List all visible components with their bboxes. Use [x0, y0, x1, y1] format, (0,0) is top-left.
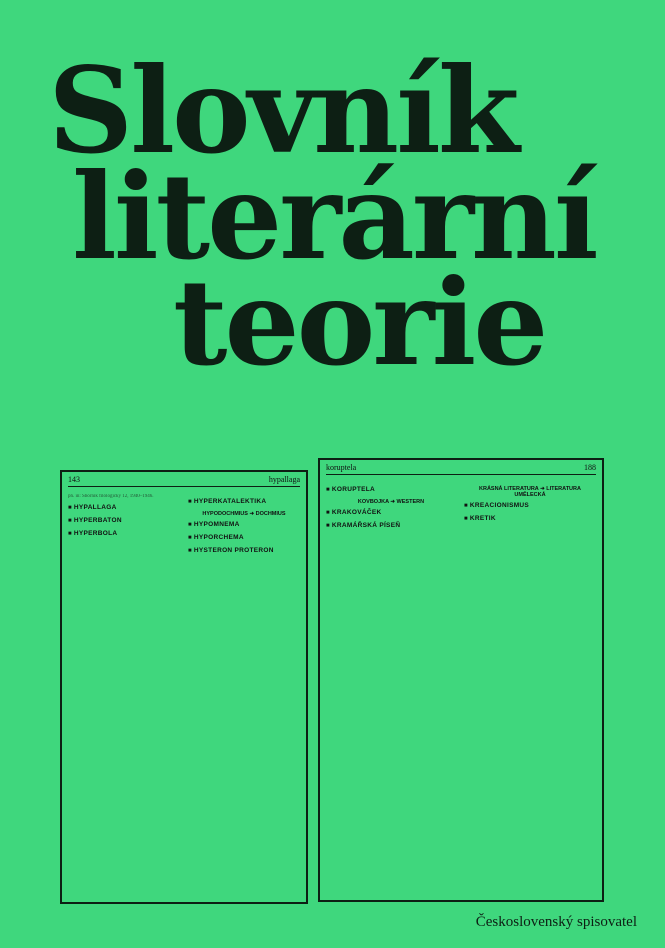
dictionary-entry — [326, 509, 456, 516]
sample-page-right — [318, 458, 604, 902]
entry-heading: ■ KORUPTELA — [326, 486, 456, 493]
entry-heading: ■ HYPORCHEMA — [188, 534, 300, 541]
sample-page-left — [60, 470, 308, 904]
title-line-1: Slovník — [48, 41, 517, 180]
dictionary-entry — [326, 522, 456, 529]
right-page-number: 188 — [584, 463, 596, 472]
dictionary-entry — [464, 515, 596, 522]
title-line-2: literární — [72, 147, 596, 286]
dictionary-entry — [68, 504, 180, 511]
book-title — [48, 41, 648, 392]
publisher-name: Československý spisovatel — [475, 914, 637, 930]
dictionary-entry — [188, 534, 300, 541]
entry-heading: ■ HYPERBOLA — [68, 530, 180, 537]
dictionary-entry — [68, 530, 180, 537]
entry-heading: ■ HYPOMNEMA — [188, 521, 300, 528]
right-column-2 — [464, 482, 596, 894]
left-column-2 — [188, 494, 300, 896]
left-intro-text: pň. in: Sborník filologický 12, 1940–1946. — [68, 494, 154, 499]
dictionary-entry — [326, 486, 456, 493]
title-line-3: teorie — [173, 253, 546, 392]
left-page-header — [68, 475, 300, 487]
left-column-1 — [68, 494, 180, 896]
dictionary-entry — [188, 498, 300, 505]
cross-reference: KOVBOJKA ➜ WESTERN — [357, 499, 425, 505]
cross-reference: HYPODOCHMIUS ➜ DOCHMIUS — [202, 511, 286, 517]
dictionary-entry — [188, 521, 300, 528]
right-column-1 — [326, 482, 456, 894]
entry-heading: ■ KRAKOVÁČEK — [326, 509, 456, 516]
entry-heading: ■ HYPALLAGA — [68, 504, 180, 511]
entry-heading: ■ HYPERBATON — [68, 517, 180, 524]
entry-heading: ■ HYSTERON PROTERON — [188, 547, 300, 554]
cross-reference: KRÁSNÁ LITERATURA ➜ LITERATURA UMĚLECKÁ — [479, 486, 581, 498]
dictionary-entry — [464, 502, 596, 509]
entry-heading: ■ HYPERKATALEKTIKA — [188, 498, 300, 505]
entry-heading: ■ KRETIK — [464, 515, 596, 522]
dictionary-entry — [188, 547, 300, 554]
entry-heading: ■ KRAMÁŘSKÁ PÍSEŇ — [326, 522, 456, 529]
dictionary-entry — [68, 517, 180, 524]
right-page-header — [326, 463, 596, 475]
left-page-number: 143 — [68, 475, 80, 484]
entry-heading: ■ KREACIONISMUS — [464, 502, 596, 509]
left-running-head: hypallaga — [268, 475, 300, 484]
right-running-head: koruptela — [326, 463, 357, 472]
